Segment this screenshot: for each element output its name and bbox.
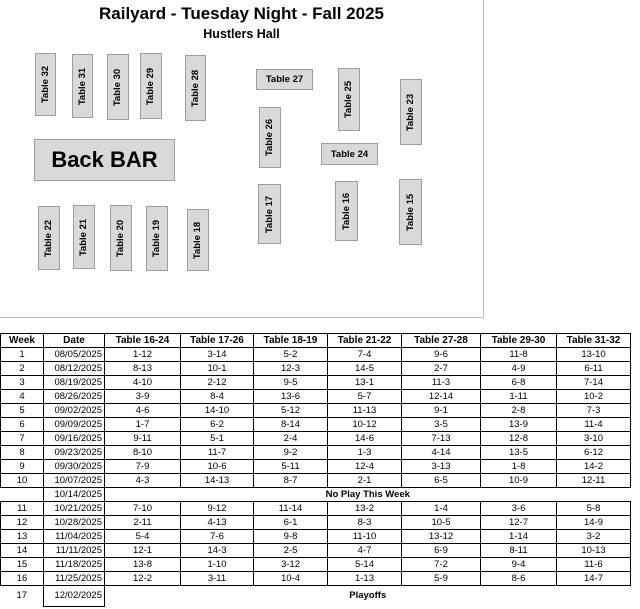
matchup-cell: 5-12 — [254, 404, 328, 418]
matchup-cell: 8-13 — [105, 362, 181, 376]
matchup-cell: 9-1 — [402, 404, 481, 418]
matchup-cell: 14-5 — [328, 362, 402, 376]
table-row — [1, 530, 631, 544]
table-17: Table 17 — [258, 184, 281, 244]
matchup-cell: 14-10 — [181, 404, 254, 418]
week-cell: 13 — [1, 530, 44, 544]
matchup-cell: 7-6 — [181, 530, 254, 544]
page-subtitle: Hustlers Hall — [203, 27, 280, 41]
matchup-cell: 9-11 — [105, 432, 181, 446]
col-date: Date — [44, 334, 105, 348]
week-cell: 14 — [1, 544, 44, 558]
matchup-cell: 4-3 — [105, 474, 181, 488]
matchup-cell: 12-7 — [481, 516, 557, 530]
table-29: Table 29 — [140, 53, 162, 119]
matchup-cell: 11-3 — [402, 376, 481, 390]
table-19: Table 19 — [146, 206, 168, 271]
week-cell: 5 — [1, 404, 44, 418]
matchup-cell: 13-8 — [105, 558, 181, 572]
date-cell: 08/12/2025 — [44, 362, 105, 376]
table-row — [1, 502, 631, 516]
matchup-cell: 2-8 — [481, 404, 557, 418]
week-cell: 11 — [1, 502, 44, 516]
matchup-cell: 13-12 — [402, 530, 481, 544]
matchup-cell: 3-10 — [557, 432, 631, 446]
matchup-cell: 5-1 — [181, 432, 254, 446]
matchup-cell: 12-2 — [105, 572, 181, 586]
matchup-cell: 10-2 — [557, 390, 631, 404]
table-row — [1, 376, 631, 390]
matchup-cell: 9-6 — [402, 348, 481, 362]
matchup-cell: 8-7 — [254, 474, 328, 488]
table-16: Table 16 — [335, 181, 358, 241]
matchup-cell: 3-9 — [105, 390, 181, 404]
matchup-cell: 7-4 — [328, 348, 402, 362]
matchup-cell: 3-13 — [402, 460, 481, 474]
matchup-cell: 13-1 — [328, 376, 402, 390]
table-32: Table 32 — [35, 53, 56, 116]
matchup-cell: 3-6 — [481, 502, 557, 516]
matchup-cell: 3-14 — [181, 348, 254, 362]
matchup-cell: 10-5 — [402, 516, 481, 530]
matchup-cell: 4-13 — [181, 516, 254, 530]
week-cell: 7 — [1, 432, 44, 446]
matchup-cell: 12-1 — [105, 544, 181, 558]
week-cell: 1 — [1, 348, 44, 362]
matchup-cell: 1-7 — [105, 418, 181, 432]
matchup-cell: 2-1 — [328, 474, 402, 488]
matchup-cell: 11-8 — [481, 348, 557, 362]
matchup-cell: 7-2 — [402, 558, 481, 572]
table-row — [1, 572, 631, 586]
matchup-cell: 10-6 — [181, 460, 254, 474]
matchup-cell: 9-4 — [481, 558, 557, 572]
col-table-17-26: Table 17-26 — [181, 334, 254, 348]
matchup-cell: 13-9 — [481, 418, 557, 432]
week-cell: 12 — [1, 516, 44, 530]
matchup-cell: 5-4 — [105, 530, 181, 544]
date-cell: 09/16/2025 — [44, 432, 105, 446]
table-row — [1, 446, 631, 460]
week-cell: 2 — [1, 362, 44, 376]
table-20: Table 20 — [110, 205, 132, 271]
matchup-cell: 10-1 — [181, 362, 254, 376]
schedule-table — [0, 333, 631, 607]
matchup-cell: 6-11 — [557, 362, 631, 376]
matchup-cell: 7-14 — [557, 376, 631, 390]
matchup-cell: 7-9 — [105, 460, 181, 474]
schedule-header — [1, 334, 631, 348]
matchup-cell: 9-8 — [254, 530, 328, 544]
matchup-cell: 14-9 — [557, 516, 631, 530]
table-row — [1, 516, 631, 530]
matchup-cell: 6-1 — [254, 516, 328, 530]
matchup-cell: 3-2 — [557, 530, 631, 544]
matchup-cell: 1-14 — [481, 530, 557, 544]
matchup-cell: 11-14 — [254, 502, 328, 516]
table-row — [1, 418, 631, 432]
matchup-cell: 14-6 — [328, 432, 402, 446]
week-cell: 15 — [1, 558, 44, 572]
matchup-cell: 4-7 — [328, 544, 402, 558]
matchup-cell: 5-9 — [402, 572, 481, 586]
matchup-cell: 1-11 — [481, 390, 557, 404]
matchup-cell: 6-5 — [402, 474, 481, 488]
table-18: Table 18 — [187, 209, 209, 271]
table-row — [1, 362, 631, 376]
week-cell: 3 — [1, 376, 44, 390]
matchup-cell: 13-2 — [328, 502, 402, 516]
matchup-cell: 5-14 — [328, 558, 402, 572]
matchup-cell: 12-11 — [557, 474, 631, 488]
table-row — [1, 558, 631, 572]
matchup-cell: 4-10 — [105, 376, 181, 390]
date-cell: 09/09/2025 — [44, 418, 105, 432]
matchup-cell: 5-7 — [328, 390, 402, 404]
col-table-18-19: Table 18-19 — [254, 334, 328, 348]
table-15: Table 15 — [399, 179, 422, 245]
matchup-cell: 12-3 — [254, 362, 328, 376]
week-cell: 6 — [1, 418, 44, 432]
matchup-cell: 5-8 — [557, 502, 631, 516]
matchup-cell: 12-14 — [402, 390, 481, 404]
date-cell: 10/28/2025 — [44, 516, 105, 530]
table-31: Table 31 — [72, 54, 93, 118]
table-26: Table 26 — [259, 107, 281, 168]
week-cell: 9 — [1, 460, 44, 474]
matchup-cell: 8-14 — [254, 418, 328, 432]
matchup-cell: 1-12 — [105, 348, 181, 362]
matchup-cell: 2-4 — [254, 432, 328, 446]
matchup-cell: 6-12 — [557, 446, 631, 460]
skip-row — [1, 488, 631, 502]
matchup-cell: 8-4 — [181, 390, 254, 404]
matchup-cell: 7-10 — [105, 502, 181, 516]
matchup-cell: 2-11 — [105, 516, 181, 530]
floor-plan — [0, 0, 484, 318]
col-table-27-28: Table 27-28 — [402, 334, 481, 348]
playoff-row — [1, 586, 631, 607]
matchup-cell: 10-4 — [254, 572, 328, 586]
date-cell: 08/19/2025 — [44, 376, 105, 390]
date-cell: 11/11/2025 — [44, 544, 105, 558]
matchup-cell: 3-12 — [254, 558, 328, 572]
matchup-cell: 12-8 — [481, 432, 557, 446]
matchup-cell: 1-4 — [402, 502, 481, 516]
matchup-cell: 6-9 — [402, 544, 481, 558]
date-cell: 11/25/2025 — [44, 572, 105, 586]
date-cell: 09/02/2025 — [44, 404, 105, 418]
matchup-cell: 4-14 — [402, 446, 481, 460]
matchup-cell: 1-8 — [481, 460, 557, 474]
back-bar: Back BAR — [34, 139, 175, 181]
table-28: Table 28 — [185, 55, 206, 121]
col-week: Week — [1, 334, 44, 348]
date-cell: 08/26/2025 — [44, 390, 105, 404]
matchup-cell: 8-11 — [481, 544, 557, 558]
skip-date: 10/14/2025 — [44, 488, 105, 502]
matchup-cell: 8-6 — [481, 572, 557, 586]
table-23: Table 23 — [400, 79, 422, 145]
matchup-cell: 2-7 — [402, 362, 481, 376]
date-cell: 10/07/2025 — [44, 474, 105, 488]
table-row — [1, 404, 631, 418]
matchup-cell: 8-3 — [328, 516, 402, 530]
matchup-cell: 4-6 — [105, 404, 181, 418]
table-row — [1, 460, 631, 474]
matchup-cell: 11-10 — [328, 530, 402, 544]
skip-note: No Play This Week — [325, 488, 410, 500]
table-row — [1, 348, 631, 362]
matchup-cell: 1-3 — [328, 446, 402, 460]
table-22: Table 22 — [38, 206, 60, 270]
date-cell: 09/23/2025 — [44, 446, 105, 460]
table-row — [1, 474, 631, 488]
date-cell: 11/04/2025 — [44, 530, 105, 544]
matchup-cell: 12-4 — [328, 460, 402, 474]
matchup-cell: 10-9 — [481, 474, 557, 488]
week-cell: 10 — [1, 474, 44, 488]
matchup-cell: 2-5 — [254, 544, 328, 558]
matchup-cell: 8-10 — [105, 446, 181, 460]
matchup-cell: 10-13 — [557, 544, 631, 558]
table-row — [1, 544, 631, 558]
table-30: Table 30 — [107, 54, 129, 120]
date-cell: 08/05/2025 — [44, 348, 105, 362]
matchup-cell: 14-2 — [557, 460, 631, 474]
table-24: Table 24 — [321, 143, 378, 165]
matchup-cell: 13-6 — [254, 390, 328, 404]
playoff-week: 17 — [16, 590, 28, 601]
playoff-note: Playoffs — [349, 590, 387, 601]
matchup-cell: 7-3 — [557, 404, 631, 418]
matchup-cell: 4-9 — [481, 362, 557, 376]
table-row — [1, 390, 631, 404]
matchup-cell: 3-11 — [181, 572, 254, 586]
col-table-29-30: Table 29-30 — [481, 334, 557, 348]
date-cell: 11/18/2025 — [44, 558, 105, 572]
matchup-cell: 11-6 — [557, 558, 631, 572]
matchup-cell: 2-12 — [181, 376, 254, 390]
week-cell: 8 — [1, 446, 44, 460]
matchup-cell: 6-2 — [181, 418, 254, 432]
col-table-31-32: Table 31-32 — [557, 334, 631, 348]
matchup-cell: 1-13 — [328, 572, 402, 586]
table-25: Table 25 — [338, 68, 360, 131]
matchup-cell: 11-7 — [181, 446, 254, 460]
col-table-16-24: Table 16-24 — [105, 334, 181, 348]
matchup-cell: 6-8 — [481, 376, 557, 390]
table-21: Table 21 — [73, 205, 95, 269]
matchup-cell: 9-2 — [254, 446, 328, 460]
date-cell: 09/30/2025 — [44, 460, 105, 474]
matchup-cell: 5-11 — [254, 460, 328, 474]
col-table-21-22: Table 21-22 — [328, 334, 402, 348]
matchup-cell: 9-5 — [254, 376, 328, 390]
date-cell: 10/21/2025 — [44, 502, 105, 516]
matchup-cell: 11-4 — [557, 418, 631, 432]
matchup-cell: 13-10 — [557, 348, 631, 362]
table-row — [1, 432, 631, 446]
matchup-cell: 9-12 — [181, 502, 254, 516]
matchup-cell: 11-13 — [328, 404, 402, 418]
matchup-cell: 7-13 — [402, 432, 481, 446]
matchup-cell: 5-2 — [254, 348, 328, 362]
playoff-date: 12/02/2025 — [44, 586, 105, 607]
matchup-cell: 1-10 — [181, 558, 254, 572]
matchup-cell: 14-13 — [181, 474, 254, 488]
matchup-cell: 13-5 — [481, 446, 557, 460]
matchup-cell: 10-12 — [328, 418, 402, 432]
matchup-cell: 3-5 — [402, 418, 481, 432]
matchup-cell: 14-3 — [181, 544, 254, 558]
page-title: Railyard - Tuesday Night - Fall 2025 — [99, 4, 384, 23]
table-27: Table 27 — [256, 69, 313, 90]
week-cell: 4 — [1, 390, 44, 404]
matchup-cell: 14-7 — [557, 572, 631, 586]
week-cell: 16 — [1, 572, 44, 586]
